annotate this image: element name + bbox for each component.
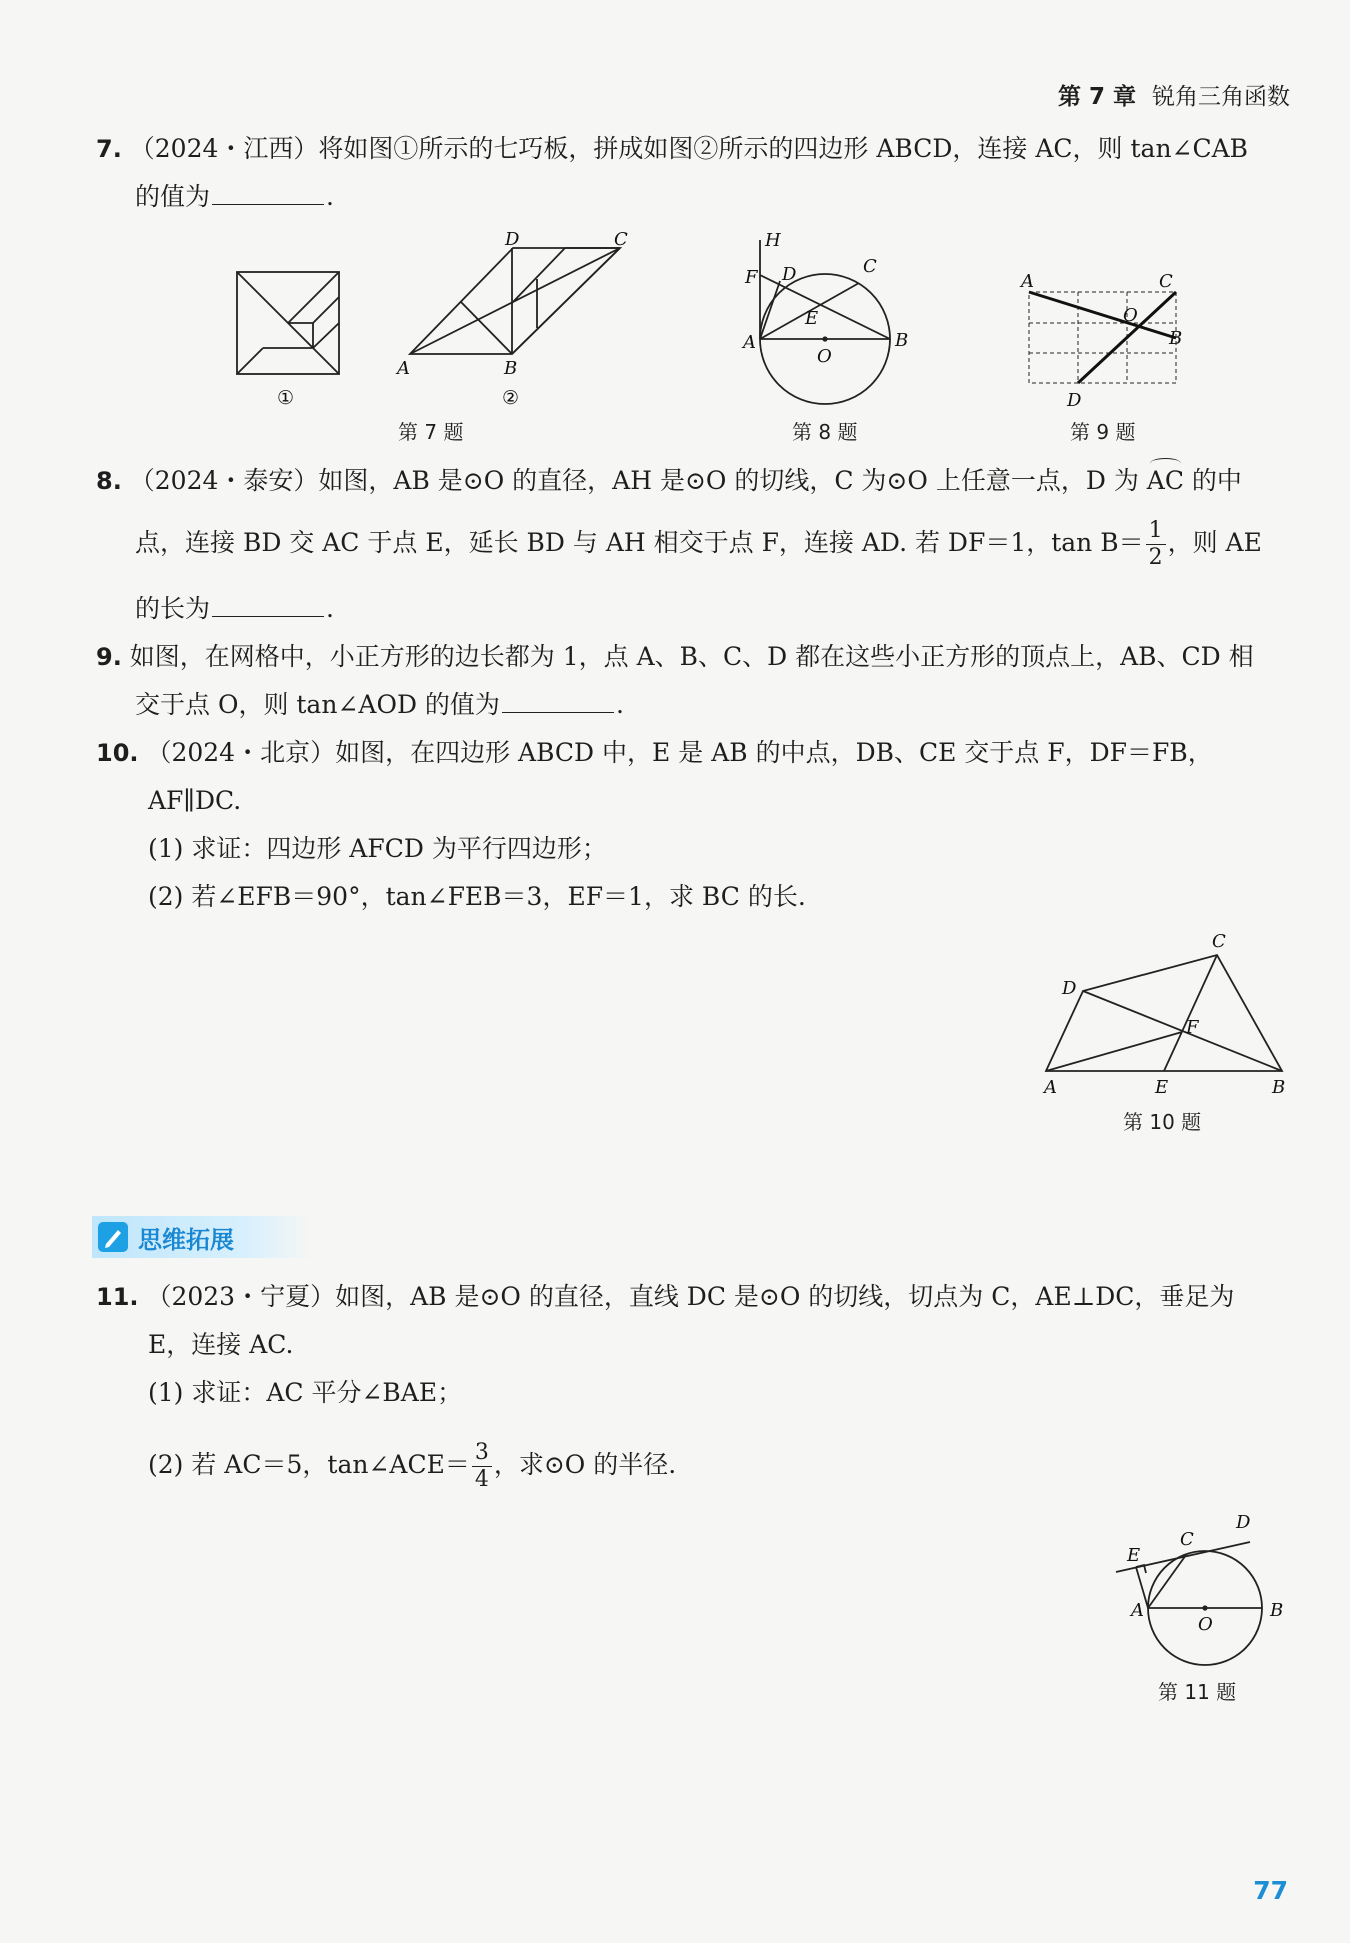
chapter-number: 第 7 章	[1057, 84, 1136, 110]
caption-9: 第 9 题	[1070, 420, 1136, 444]
pencil-icon	[98, 1222, 128, 1252]
point-a-label: A	[1021, 271, 1034, 292]
question-text: .	[326, 594, 334, 623]
question-number: 7.	[96, 135, 122, 163]
question-11-line-2: E，连接 AC.	[148, 1330, 294, 1359]
section-header	[92, 1216, 312, 1258]
question-7-line-1	[96, 132, 1248, 166]
question-8-line-2	[135, 518, 1262, 571]
question-text: 的长为	[135, 594, 211, 623]
chapter-title: 锐角三角函数	[1152, 84, 1290, 110]
question-text: .	[615, 690, 624, 719]
point-c-label: C	[1159, 271, 1173, 292]
question-text: 如图，在网格中，小正方形的边长都为 1，点 A、B、C、D 都在这些小正方形的顶点上，AB、CD 相	[129, 642, 1254, 671]
point-c-label: C	[1212, 931, 1226, 952]
point-o-label: O	[817, 346, 832, 367]
question-10-line-1	[96, 736, 1213, 770]
point-b-label: B	[895, 330, 909, 351]
figure-label-1: ①	[277, 387, 295, 409]
point-h-label: H	[765, 230, 781, 251]
figure-9	[1015, 268, 1205, 410]
question-number: 10.	[96, 739, 139, 767]
point-c-label: C	[1180, 1529, 1194, 1550]
fraction-numerator: 1	[1146, 518, 1166, 545]
point-c-label: C	[863, 256, 877, 277]
question-text: (2) 若 AC＝5，tan∠ACE＝	[148, 1450, 470, 1479]
point-d-label: D	[1236, 1512, 1251, 1533]
fraction	[472, 1440, 492, 1493]
point-d-label: D	[1062, 978, 1077, 999]
question-text: 交于点 O，则 tan∠AOD 的值为	[135, 690, 500, 719]
question-9-line-1	[96, 640, 1254, 674]
question-text: （2024・北京）如图，在四边形 ABCD 中，E 是 AB 的中点，DB、CE 交于点 F，DF＝FB，	[146, 738, 1213, 767]
question-8-line-1	[96, 464, 1242, 498]
point-d-label: D	[505, 229, 520, 250]
point-e-label: E	[1127, 1545, 1141, 1566]
point-b-label: B	[1169, 328, 1183, 349]
point-a-label: A	[1044, 1077, 1057, 1098]
question-11-line-1	[96, 1280, 1234, 1314]
question-10-part-1: (1) 求证：四边形 AFCD 为平行四边形；	[148, 834, 607, 863]
point-a-label: A	[743, 332, 756, 353]
figure-11	[1100, 1500, 1300, 1670]
fraction-numerator: 3	[472, 1440, 492, 1467]
figure-8	[735, 228, 915, 410]
question-text: 点，连接 BD 交 AC 于点 E，延长 BD 与 AH 相交于点 F，连接 AD. 若 DF＝1，tan B＝	[135, 528, 1144, 557]
page-number: 77	[1253, 1876, 1288, 1905]
point-o-label: O	[1123, 305, 1138, 326]
point-e-label: E	[1155, 1077, 1169, 1098]
figure-10	[1030, 925, 1295, 1100]
arc-ac: AC	[1147, 464, 1184, 498]
question-10-part-2: (2) 若∠EFB＝90°，tan∠FEB＝3，EF＝1，求 BC 的长.	[148, 882, 806, 911]
fraction-denominator: 2	[1148, 545, 1163, 570]
answer-blank[interactable]	[502, 690, 614, 713]
point-f-label: F	[745, 267, 758, 288]
point-a-label: A	[1131, 1600, 1144, 1621]
question-text: 的值为	[135, 182, 211, 211]
point-c-label: C	[614, 229, 628, 250]
question-9-line-2	[135, 688, 624, 722]
point-o-label: O	[1198, 1614, 1213, 1635]
caption-7: 第 7 题	[398, 420, 464, 444]
question-number: 9.	[96, 643, 122, 671]
question-text: .	[326, 182, 334, 211]
point-f-label: F	[1186, 1017, 1199, 1038]
point-d-label: D	[1067, 390, 1082, 410]
question-number: 8.	[96, 467, 122, 495]
point-d-label: D	[782, 264, 797, 285]
answer-blank[interactable]	[212, 594, 324, 617]
question-text: （2024・江西）将如图①所示的七巧板，拼成如图②所示的四边形 ABCD，连接 AC，则 tan∠CAB	[129, 134, 1249, 163]
question-8-line-3	[135, 592, 334, 626]
point-b-label: B	[1270, 1600, 1284, 1621]
caption-10: 第 10 题	[1123, 1110, 1202, 1134]
question-7-line-2	[135, 180, 334, 214]
answer-blank[interactable]	[212, 182, 324, 205]
question-text: 的中	[1191, 466, 1242, 495]
question-11-part-1: (1) 求证：AC 平分∠BAE；	[148, 1378, 463, 1407]
question-number: 11.	[96, 1283, 139, 1311]
question-text: （2023・宁夏）如图，AB 是⊙O 的直径，直线 DC 是⊙O 的切线，切点为 C，AE⊥DC，垂足为	[146, 1282, 1235, 1311]
fraction-denominator: 4	[474, 1467, 489, 1492]
question-text: ，求⊙O 的半径.	[493, 1450, 677, 1479]
point-e-label: E	[805, 308, 819, 329]
question-text: ，则 AE	[1167, 528, 1262, 557]
question-11-part-2	[148, 1440, 676, 1493]
point-b-label: B	[1272, 1077, 1286, 1098]
question-text: （2024・泰安）如图，AB 是⊙O 的直径，AH 是⊙O 的切线，C 为⊙O 上任意一点，D 为	[129, 466, 1139, 495]
point-a-label: A	[397, 358, 410, 379]
caption-11: 第 11 题	[1158, 1680, 1237, 1704]
figure-7	[225, 228, 645, 410]
figure-label-2: ②	[502, 387, 520, 409]
section-title: 思维拓展	[138, 1225, 234, 1254]
question-10-line-2: AF∥DC.	[148, 786, 242, 815]
point-b-label: B	[504, 358, 518, 379]
page-header	[1058, 78, 1290, 111]
caption-8: 第 8 题	[792, 420, 858, 444]
fraction	[1146, 518, 1166, 571]
